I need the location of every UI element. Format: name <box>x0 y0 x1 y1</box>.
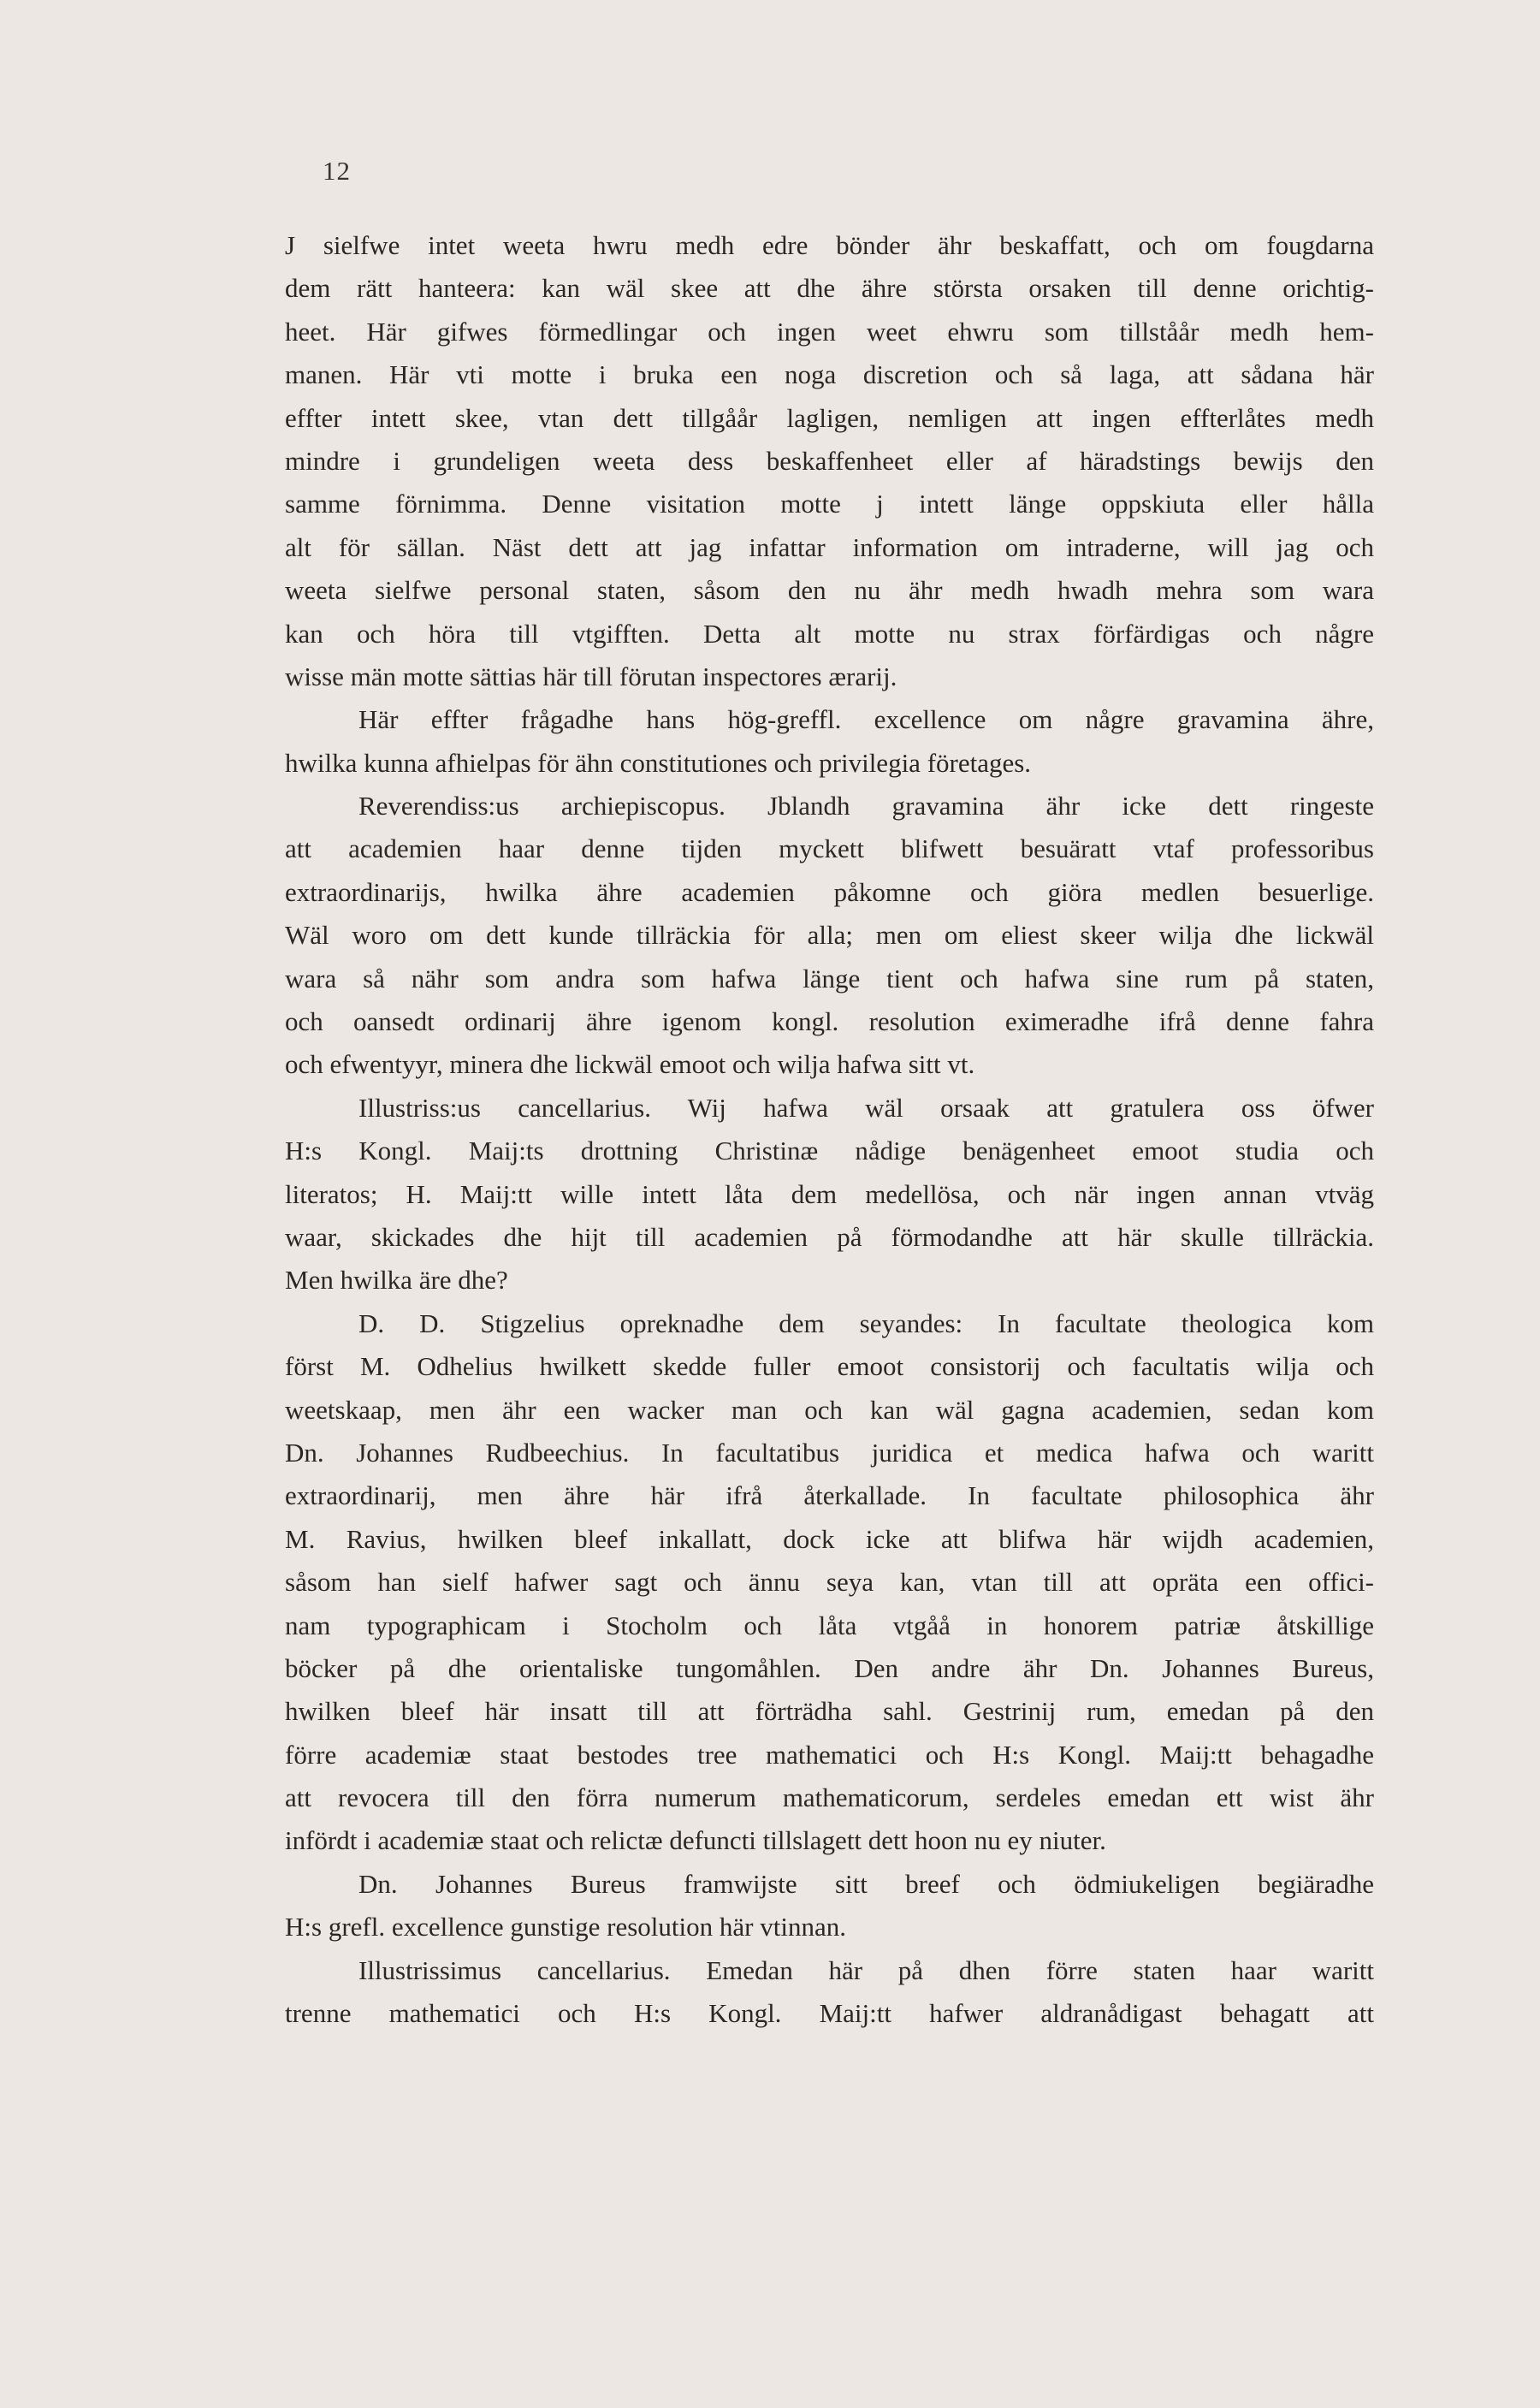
text-line: hwilken bleef här insatt till att förträdha sahl. Gestrinij rum, emedan på den <box>285 1696 1374 1727</box>
text-line: förre academiæ staat bestodes tree mathematici och H:s Kongl. Maij:tt behagadhe <box>285 1739 1374 1770</box>
paragraph <box>285 1949 1374 2036</box>
text-line: böcker på dhe orientaliske tungomåhlen. Den andre ähr Dn. Johannes Bureus, <box>285 1652 1374 1683</box>
text-line: Här effter frågadhe hans hög-greffl. excellence om någre gravamina ähre, <box>358 704 1374 735</box>
text-line: Dn. Johannes Bureus framwijste sitt breef och ödmiukeligen begiäradhe <box>358 1868 1374 1899</box>
text-line: och oansedt ordinarij ähre igenom kongl. resolution eximeradhe ifrå denne fahra <box>285 1006 1374 1037</box>
text-line: alt för sällan. Näst dett att jag infattar information om intraderne, will jag och <box>285 531 1374 562</box>
text-line: kan och höra till vtgifften. Detta alt motte nu strax förfärdigas och någre <box>285 618 1374 649</box>
text-line: Men hwilka äre dhe? <box>285 1265 508 1296</box>
page-number: 12 <box>323 156 351 186</box>
paragraph <box>285 224 1374 698</box>
text-line: H:s Kongl. Maij:ts drottning Christinæ nådige benägenheet emoot studia och <box>285 1136 1374 1166</box>
text-line: wara så nähr som andra som hafwa länge tient och hafwa sine rum på staten, <box>285 963 1374 993</box>
text-line: manen. Här vti motte i bruka een noga discretion och så laga, att sådana här <box>285 359 1374 390</box>
text-line: M. Ravius, hwilken bleef inkallatt, dock icke att blifwa här wijdh academien, <box>285 1523 1374 1554</box>
text-line: först M. Odhelius hwilkett skedde fuller emoot consistorij och facultatis wilja och <box>285 1351 1374 1382</box>
paragraph <box>285 698 1374 785</box>
paragraph <box>285 1302 1374 1863</box>
text-line: Wäl woro om dett kunde tillräckia för alla; men om eliest skeer wilja dhe lickwäl <box>285 920 1374 951</box>
text-line: J sielfwe intet weeta hwru medh edre bönder ähr beskaffatt, och om fougdarna <box>285 230 1374 260</box>
text-line: wisse män motte sättias här till förutan inspectores ærarij. <box>285 661 897 691</box>
text-line: weeta sielfwe personal staten, såsom den nu ähr medh hwadh mehra som wara <box>285 575 1374 606</box>
text-line: hwilka kunna afhielpas för ähn constitutiones och privilegia företages. <box>285 747 1032 778</box>
text-line: Illustrissimus cancellarius. Emedan här på dhen förre staten haar waritt <box>358 1954 1374 1985</box>
text-line: Reverendiss:us archiepiscopus. Jblandh gravamina ähr icke dett ringeste <box>358 791 1374 821</box>
text-line: extraordinarij, men ähre här ifrå återkallade. In facultate philosophica ähr <box>285 1480 1374 1511</box>
text-line: Dn. Johannes Rudbeechius. In facultatibus juridica et medica hafwa och waritt <box>285 1437 1374 1468</box>
text-line: såsom han sielf hafwer sagt och ännu seya kan, vtan till att opräta een offici- <box>285 1567 1374 1598</box>
text-line: infördt i academiæ staat och relictæ defuncti tillslagett dett hoon nu ey niuter. <box>285 1825 1106 1856</box>
text-line: mindre i grundeligen weeta dess beskaffenheet eller af häradstings bewijs den <box>285 445 1374 476</box>
text-line: literatos; H. Maij:tt wille intett låta dem medellösa, och när ingen annan vtväg <box>285 1178 1374 1209</box>
text-line: weetskaap, men ähr een wacker man och kan wäl gagna academien, sedan kom <box>285 1394 1374 1425</box>
text-line: och efwentyyr, minera dhe lickwäl emoot och wilja hafwa sitt vt. <box>285 1049 975 1080</box>
text-line: extraordinarijs, hwilka ähre academien påkomne och giöra medlen besuerlige. <box>285 876 1374 907</box>
text-line: waar, skickades dhe hijt till academien på förmodandhe att här skulle tillräckia. <box>285 1221 1374 1252</box>
text-line: att academien haar denne tijden myckett blifwett besuäratt vtaf professoribus <box>285 833 1374 864</box>
text-line: heet. Här gifwes förmedlingar och ingen weet ehwru som tillståår medh hem- <box>285 316 1374 347</box>
text-line: trenne mathematici och H:s Kongl. Maij:tt hafwer aldranådigast behagatt att <box>285 1998 1374 2029</box>
text-line: Illustriss:us cancellarius. Wij hafwa wäl orsaak att gratulera oss öfwer <box>358 1092 1374 1123</box>
text-line: D. D. Stigzelius opreknadhe dem seyandes: In facultate theologica kom <box>358 1308 1374 1338</box>
body-text <box>285 224 1374 2035</box>
text-line: samme förnimma. Denne visitation motte j intett länge oppskiuta eller hålla <box>285 489 1374 519</box>
paragraph <box>285 1087 1374 1302</box>
text-line: dem rätt hanteera: kan wäl skee att dhe ähre största orsaken till denne orichtig- <box>285 273 1374 304</box>
text-line: H:s grefl. excellence gunstige resolution här vtinnan. <box>285 1912 846 1942</box>
text-line: att revocera till den förra numerum mathematicorum, serdeles emedan ett wist ähr <box>285 1782 1374 1813</box>
paragraph <box>285 1863 1374 1949</box>
paragraph <box>285 785 1374 1087</box>
text-line: nam typographicam i Stocholm och låta vtgåå in honorem patriæ åtskillige <box>285 1610 1374 1640</box>
text-line: effter intett skee, vtan dett tillgåår lagligen, nemligen att ingen effterlåtes medh <box>285 402 1374 433</box>
